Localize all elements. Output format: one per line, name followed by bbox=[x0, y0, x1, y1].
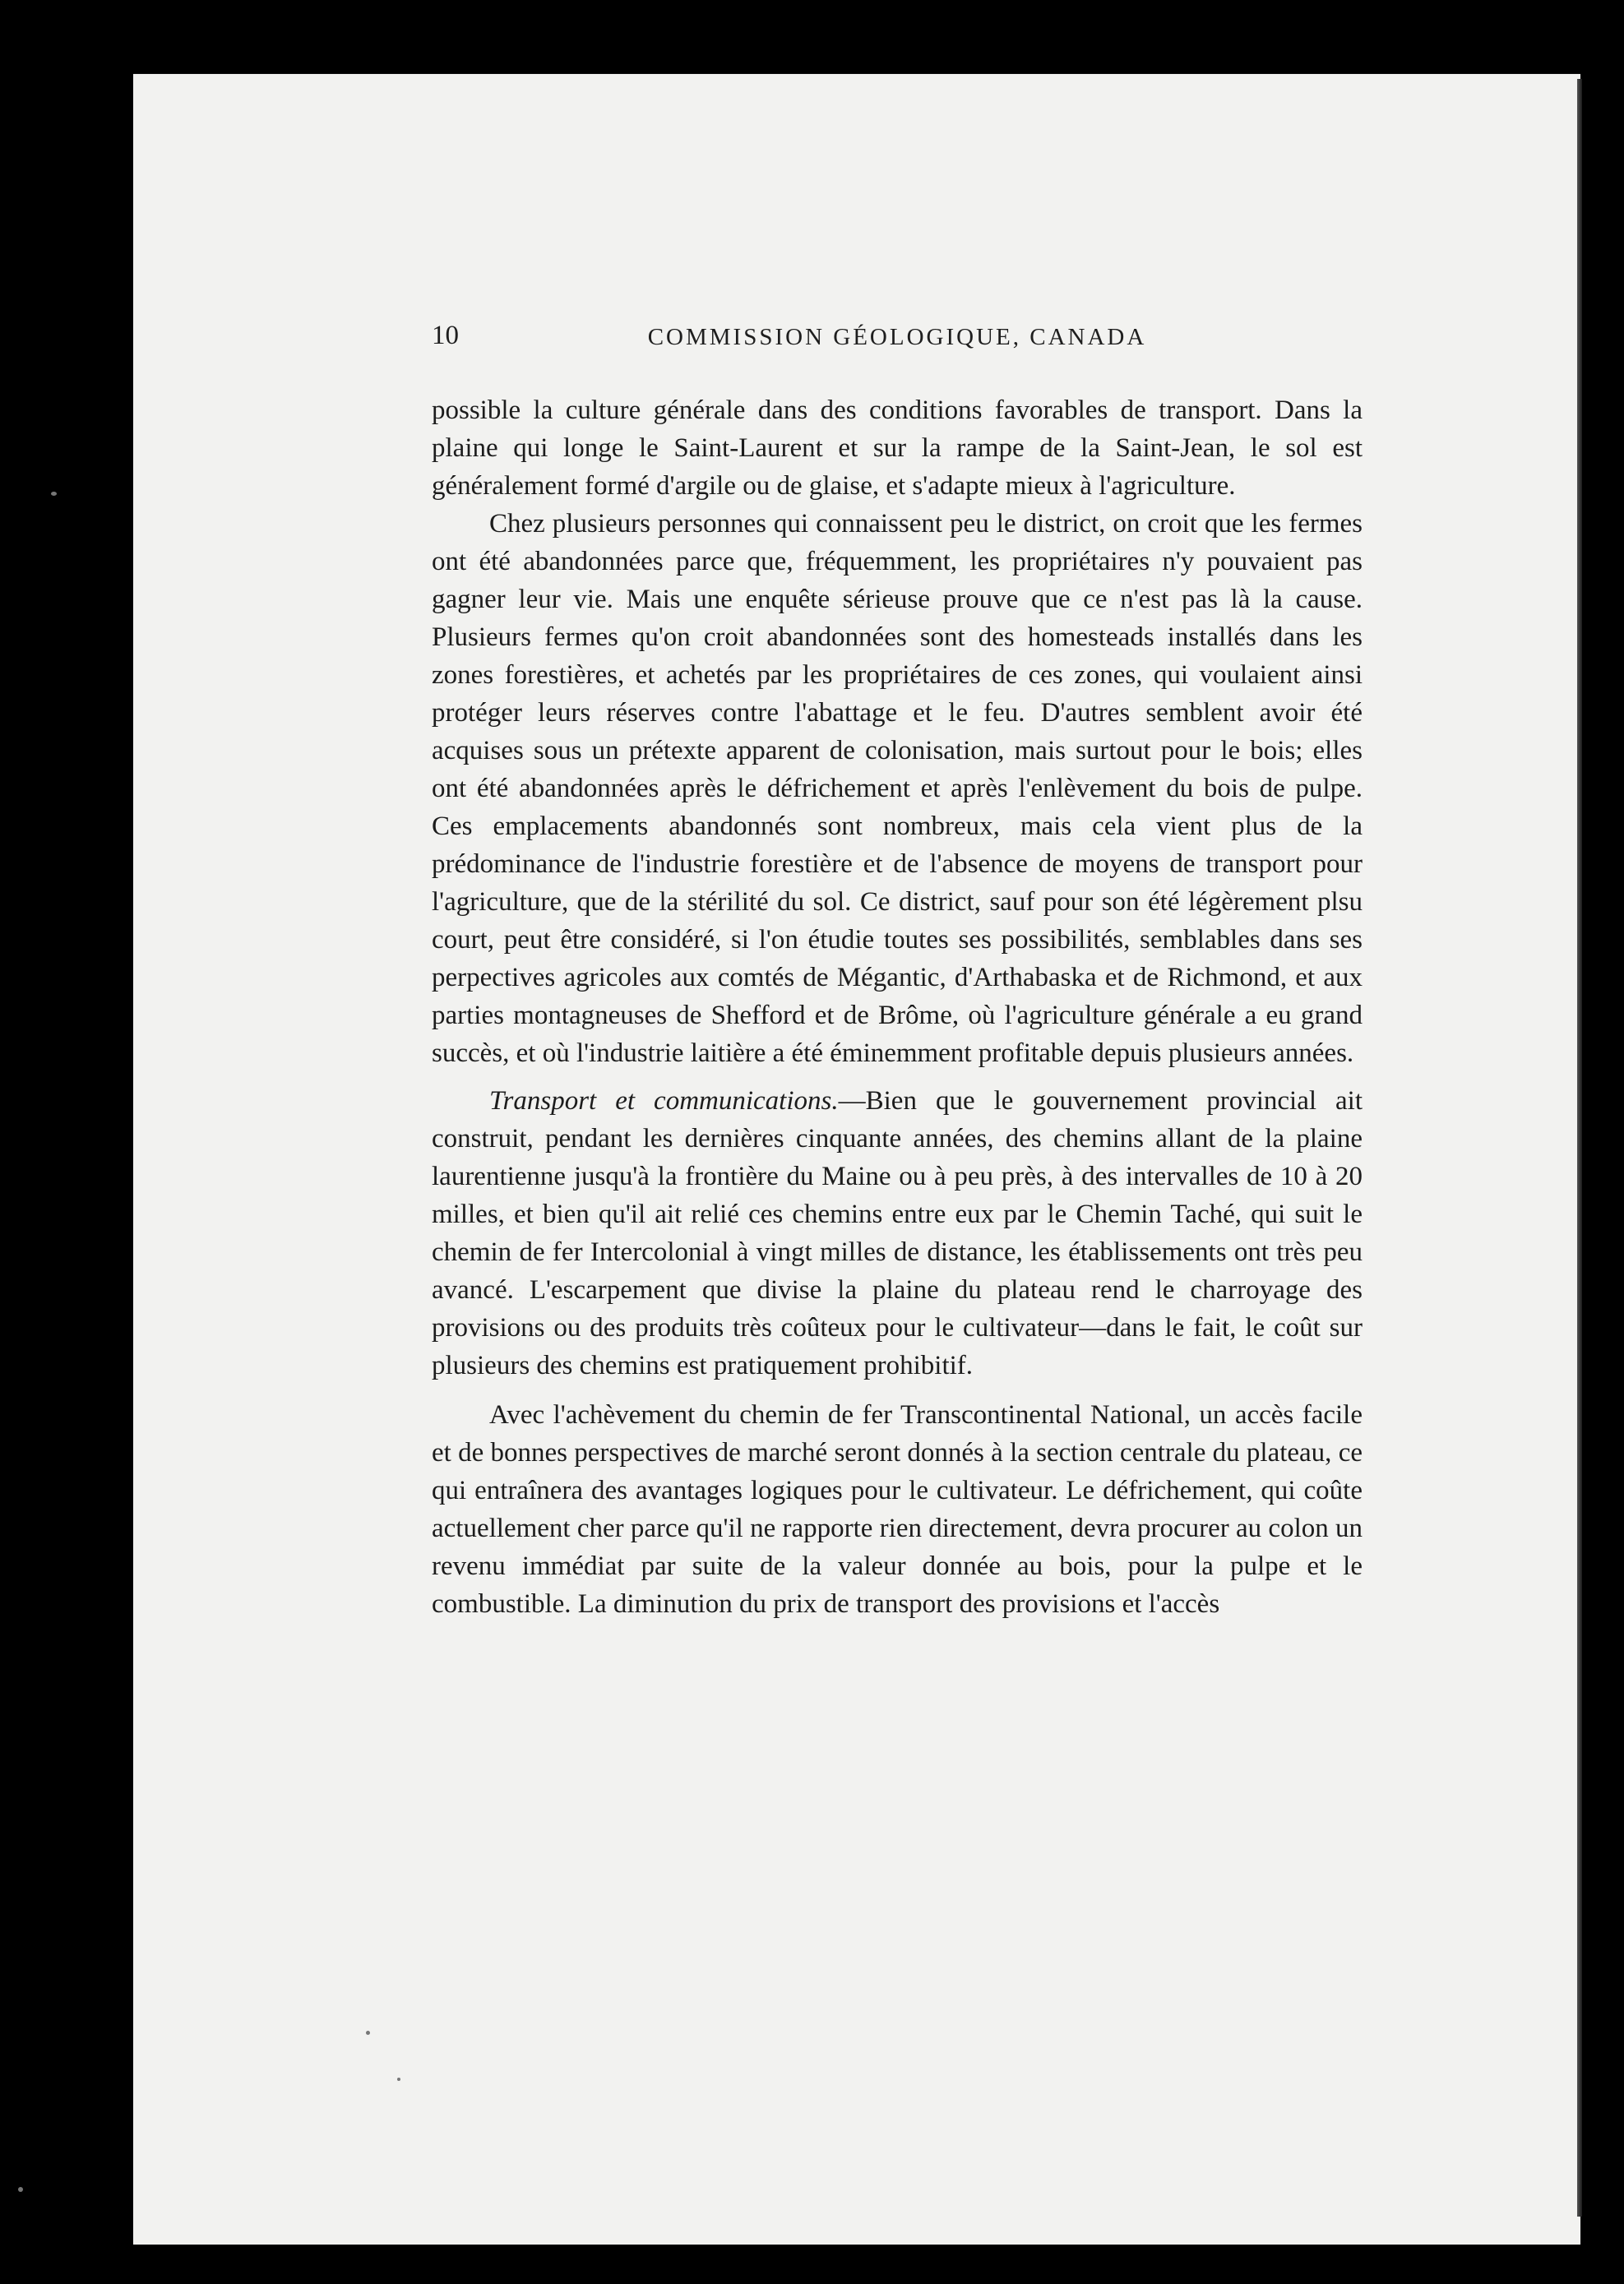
paragraph-abandoned-farms: Chez plusieurs personnes qui connaissent peu le district, on croit que les fermes ont été abandonnées parce que, fréquemment, les propriétaires n'y pouvaient pas gagner leur vie. Mais une enquête sérieuse prouve que ce n'est pas là la cause. Plusieurs fermes qu'on croit abandonnées sont des homesteads installés dans les zones forestières, et achetés par les propriétaires de ces zones, qui voulaient ainsi protéger leurs réserves contre l'abattage et le feu. D'autres semblent avoir été acquises sous un prétexte apparent de colonisation, mais surtout pour le bois; elles ont été abandonnées après le défrichement et après l'enlèvement du bois de pulpe. Ces emplacements abandonnés sont nombreux, mais cela vient plus de la prédominance de l'industrie forestière et de l'absence de moyens de transport pour l'agriculture, que de la stérilité du sol. Ce district, sauf pour son été légèrement plsu court, peut être considéré, si l'on étudie toutes ses possibilités, semblables dans ses perpectives agricoles aux comtés de Mégantic, d'Arthabaska et de Richmond, et aux parties montagneuses de Shefford et de Brôme, où l'agriculture générale a eu grand succès, et où l'industrie laitière a été éminemment profitable depuis plusieurs années. bbox=[432, 509, 1363, 1068]
scan-speck bbox=[397, 2078, 400, 2081]
paragraph-transport-text: —Bien que le gouvernement provincial ait construit, pendant les dernières cinquante années, des chemins allant de la plaine laurentienne jusqu'à la frontière du Maine ou à peu près, à des intervalles de 10 à 20 milles, et bien qu'il ait relié ces chemins entre eux par le Chemin Taché, qui suit le chemin de fer Intercolonial à vingt milles de distance, les établissements ont très peu avancé. L'escarpement que divise la plaine du plateau rend le charroyage des provisions ou des produits très coûteux pour le cultivateur—dans le fait, le coût sur plusieurs des chemins est pratiquement prohibitif. bbox=[432, 1086, 1363, 1380]
page-header bbox=[432, 321, 1363, 354]
paragraph-transcontinental: Avec l'achèvement du chemin de fer Transcontinental National, un accès facile et de bonnes perspectives de marché seront donnés à la section centrale du plateau, ce qui entraînera des avantages logiques pour le cultivateur. Le défrichement, qui coûte actuellement cher parce qu'il ne rapporte rien directement, devra procurer au colon un revenu immédiat par suite de la valeur donnée au bois, pour la pulpe et le combustible. La diminution du prix de transport des provisions et l'accès bbox=[432, 1400, 1363, 1619]
section-lead-heading: Transport et communications. bbox=[489, 1086, 839, 1116]
scan-speck bbox=[18, 2187, 23, 2192]
body-text bbox=[432, 391, 1363, 1623]
scan-speck bbox=[51, 492, 57, 496]
running-head: COMMISSION GÉOLOGIQUE, CANADA bbox=[647, 324, 1147, 350]
page-edge-shadow bbox=[1577, 79, 1582, 2217]
paragraph-continuation: possible la culture générale dans des conditions favorables de transport. Dans la plaine qui longe le Saint-Laurent et sur la rampe de la Saint-Jean, le sol est généralement formé d'argile ou de glaise, et s'adapte mieux à l'agriculture. bbox=[432, 395, 1363, 501]
scan-speck bbox=[366, 2031, 370, 2035]
paragraph-transport bbox=[432, 1082, 1363, 1385]
page-number: 10 bbox=[432, 321, 459, 350]
